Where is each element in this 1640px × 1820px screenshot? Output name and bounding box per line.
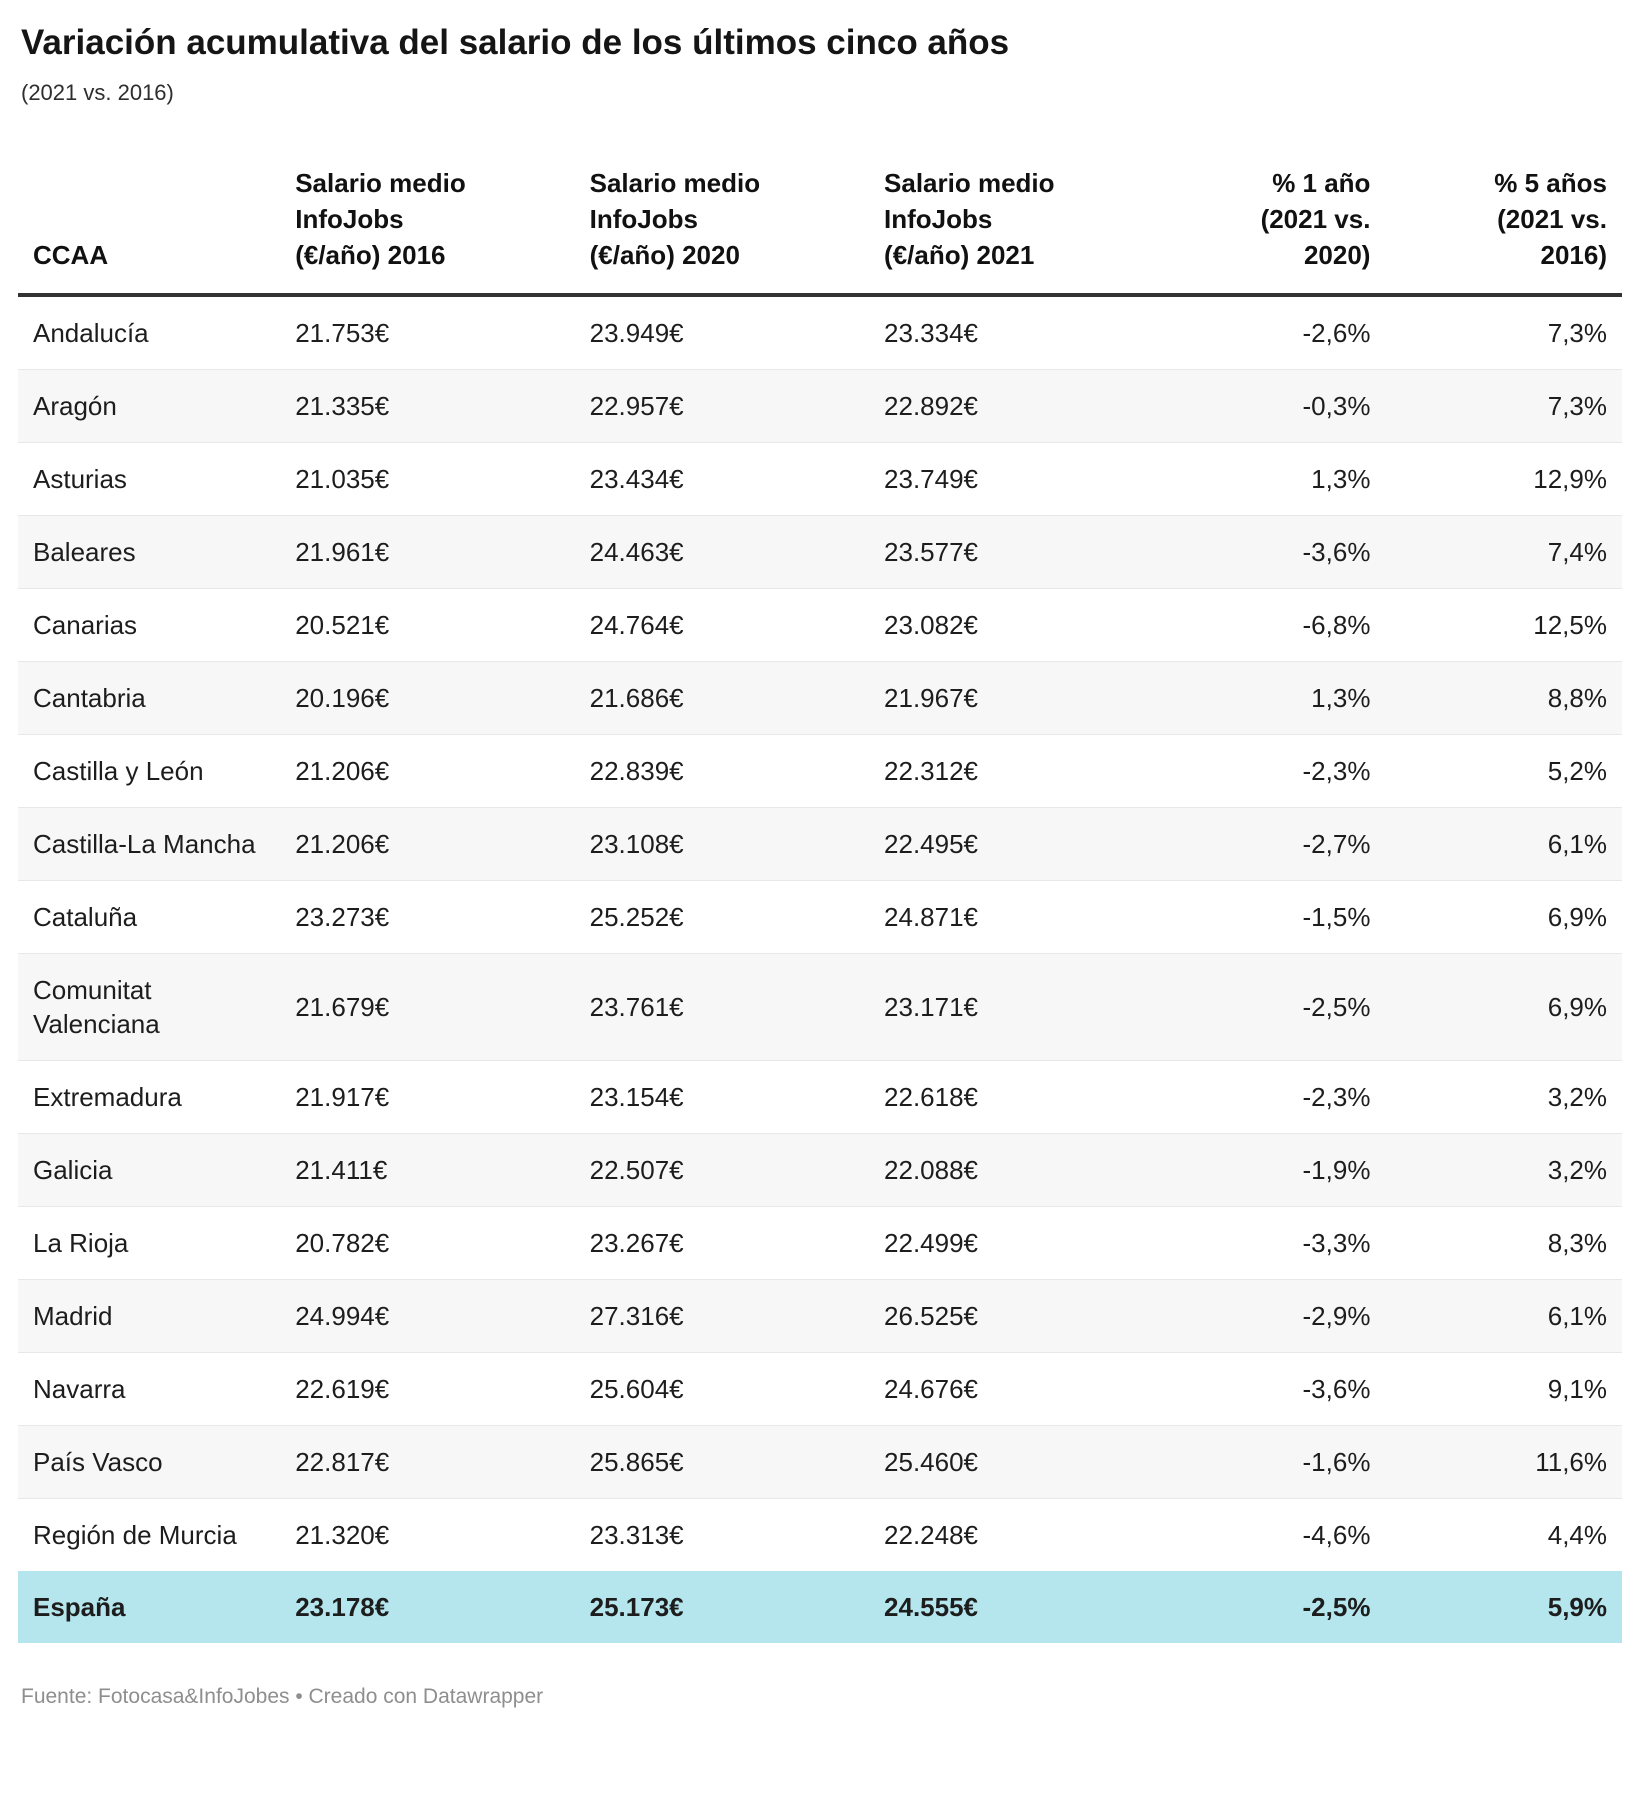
cell-salario-2020: 22.957€ bbox=[589, 390, 684, 421]
cell-ccaa: Cataluña bbox=[33, 901, 138, 932]
cell-pct-5-anos: 7,3% bbox=[1547, 317, 1607, 348]
cell-ccaa: País Vasco bbox=[33, 1446, 163, 1477]
cell-ccaa: Galicia bbox=[33, 1154, 113, 1185]
cell-ccaa: Madrid bbox=[33, 1300, 113, 1331]
cell-pct-1-ano: -1,6% bbox=[1302, 1446, 1371, 1477]
cell-salario-2020: 22.839€ bbox=[589, 755, 684, 786]
table-row bbox=[18, 953, 1622, 1060]
cell-pct-5-anos: 9,1% bbox=[1547, 1373, 1607, 1404]
table-row bbox=[18, 1206, 1622, 1279]
cell-salario-2016: 21.753€ bbox=[295, 317, 390, 348]
cell-salario-2021: 22.495€ bbox=[884, 828, 979, 859]
cell-salario-2021: 22.312€ bbox=[884, 755, 979, 786]
cell-salario-2020: 22.507€ bbox=[589, 1154, 684, 1185]
cell-pct-1-ano: -1,9% bbox=[1302, 1154, 1371, 1185]
cell-ccaa: Castilla y León bbox=[33, 755, 204, 786]
table-row bbox=[18, 1060, 1622, 1133]
column-header-salario-2016: Salario medio InfoJobs (€/año) 2016 bbox=[295, 167, 466, 270]
cell-salario-2021: 24.871€ bbox=[884, 901, 979, 932]
cell-salario-2020: 24.764€ bbox=[589, 609, 684, 640]
cell-salario-2021: 23.577€ bbox=[884, 536, 979, 567]
cell-salario-2020: 25.604€ bbox=[589, 1373, 684, 1404]
cell-salario-2020: 27.316€ bbox=[589, 1300, 684, 1331]
cell-pct-5-anos: 8,8% bbox=[1547, 682, 1607, 713]
cell-salario-2016: 20.196€ bbox=[295, 682, 390, 713]
cell-pct-1-ano: -2,3% bbox=[1302, 755, 1371, 786]
cell-pct-1-ano: -2,7% bbox=[1302, 828, 1371, 859]
cell-salario-2021: 22.618€ bbox=[884, 1081, 979, 1112]
cell-salario-2016: 21.411€ bbox=[295, 1154, 388, 1185]
cell-pct-5-anos: 6,1% bbox=[1547, 1300, 1607, 1331]
cell-salario-2016: 21.917€ bbox=[295, 1081, 390, 1112]
cell-salario-2021: 22.499€ bbox=[884, 1227, 979, 1258]
cell-ccaa: Aragón bbox=[33, 390, 117, 421]
cell-salario-2016: 21.961€ bbox=[295, 536, 390, 567]
cell-pct-5-anos: 7,4% bbox=[1547, 536, 1607, 567]
cell-ccaa: La Rioja bbox=[33, 1227, 129, 1258]
column-header-salario-2020: Salario medio InfoJobs (€/año) 2020 bbox=[589, 167, 761, 270]
table-row bbox=[18, 1425, 1622, 1498]
cell-pct-5-anos: 3,2% bbox=[1547, 1154, 1607, 1185]
cell-salario-2016: 20.521€ bbox=[295, 609, 390, 640]
cell-ccaa: Región de Murcia bbox=[33, 1519, 237, 1550]
cell-ccaa: Asturias bbox=[33, 463, 127, 494]
salary-table bbox=[18, 165, 1622, 1643]
cell-salario-2021: 24.676€ bbox=[884, 1373, 979, 1404]
cell-pct-5-anos: 5,9% bbox=[1547, 1591, 1607, 1622]
cell-salario-2021: 22.892€ bbox=[884, 390, 979, 421]
column-header-pct-1-ano: % 1 año (2021 vs. 2020) bbox=[1260, 167, 1371, 270]
table-row bbox=[18, 807, 1622, 880]
table-row bbox=[18, 442, 1622, 515]
cell-ccaa: Comunitat Valenciana bbox=[33, 974, 160, 1039]
cell-pct-1-ano: -3,6% bbox=[1302, 1373, 1371, 1404]
table-row bbox=[18, 369, 1622, 442]
cell-ccaa: España bbox=[33, 1591, 126, 1622]
cell-pct-1-ano: -0,3% bbox=[1302, 390, 1371, 421]
table-row bbox=[18, 295, 1622, 370]
cell-salario-2020: 25.252€ bbox=[589, 901, 684, 932]
cell-salario-2021: 25.460€ bbox=[884, 1446, 979, 1477]
cell-salario-2020: 23.154€ bbox=[589, 1081, 684, 1112]
table-row-total bbox=[18, 1571, 1622, 1643]
cell-pct-5-anos: 12,5% bbox=[1533, 609, 1607, 640]
cell-salario-2016: 23.178€ bbox=[295, 1591, 390, 1622]
cell-pct-1-ano: -1,5% bbox=[1302, 901, 1371, 932]
table-row bbox=[18, 880, 1622, 953]
cell-salario-2016: 21.679€ bbox=[295, 991, 390, 1022]
cell-salario-2016: 21.035€ bbox=[295, 463, 390, 494]
table-row bbox=[18, 1279, 1622, 1352]
source-attribution: Fuente: Fotocasa&InfoJobes • Creado con Datawrapper bbox=[21, 1684, 544, 1708]
cell-salario-2021: 23.082€ bbox=[884, 609, 979, 640]
cell-salario-2016: 24.994€ bbox=[295, 1300, 390, 1331]
table-row bbox=[18, 1352, 1622, 1425]
cell-pct-1-ano: -2,6% bbox=[1302, 317, 1371, 348]
cell-pct-5-anos: 6,9% bbox=[1547, 901, 1607, 932]
table-row bbox=[18, 734, 1622, 807]
cell-salario-2021: 22.088€ bbox=[884, 1154, 979, 1185]
cell-pct-5-anos: 5,2% bbox=[1547, 755, 1607, 786]
cell-salario-2016: 20.782€ bbox=[295, 1227, 390, 1258]
page-subtitle: (2021 vs. 2016) bbox=[21, 80, 174, 105]
cell-salario-2016: 22.817€ bbox=[295, 1446, 390, 1477]
cell-pct-1-ano: -2,9% bbox=[1302, 1300, 1371, 1331]
cell-ccaa: Extremadura bbox=[33, 1081, 182, 1112]
cell-salario-2016: 21.320€ bbox=[295, 1519, 390, 1550]
table-body bbox=[18, 295, 1622, 1643]
cell-salario-2016: 21.335€ bbox=[295, 390, 390, 421]
cell-salario-2020: 21.686€ bbox=[589, 682, 684, 713]
table-row bbox=[18, 1133, 1622, 1206]
cell-pct-5-anos: 7,3% bbox=[1547, 390, 1607, 421]
cell-pct-1-ano: -2,5% bbox=[1302, 991, 1371, 1022]
table-header bbox=[18, 165, 1622, 295]
cell-salario-2016: 21.206€ bbox=[295, 755, 390, 786]
cell-salario-2021: 21.967€ bbox=[884, 682, 979, 713]
cell-salario-2016: 21.206€ bbox=[295, 828, 390, 859]
column-header-ccaa: CCAA bbox=[33, 239, 109, 270]
cell-ccaa: Andalucía bbox=[33, 317, 149, 348]
cell-salario-2021: 26.525€ bbox=[884, 1300, 979, 1331]
table-row bbox=[18, 588, 1622, 661]
cell-pct-1-ano: -3,6% bbox=[1302, 536, 1371, 567]
cell-ccaa: Navarra bbox=[33, 1373, 126, 1404]
column-header-pct-5-anos: % 5 años (2021 vs. 2016) bbox=[1494, 167, 1607, 270]
table-row bbox=[18, 661, 1622, 734]
cell-salario-2016: 23.273€ bbox=[295, 901, 390, 932]
cell-ccaa: Canarias bbox=[33, 609, 138, 640]
cell-pct-1-ano: 1,3% bbox=[1311, 463, 1371, 494]
cell-pct-1-ano: -2,3% bbox=[1302, 1081, 1371, 1112]
cell-pct-1-ano: -6,8% bbox=[1302, 609, 1371, 640]
cell-salario-2021: 22.248€ bbox=[884, 1519, 979, 1550]
cell-pct-5-anos: 6,9% bbox=[1547, 991, 1607, 1022]
cell-pct-1-ano: -4,6% bbox=[1302, 1519, 1371, 1550]
cell-pct-1-ano: -2,5% bbox=[1302, 1591, 1371, 1622]
cell-ccaa: Baleares bbox=[33, 536, 136, 567]
cell-pct-1-ano: 1,3% bbox=[1311, 682, 1371, 713]
cell-pct-5-anos: 11,6% bbox=[1535, 1446, 1607, 1477]
table-row bbox=[18, 1498, 1622, 1571]
cell-pct-5-anos: 12,9% bbox=[1533, 463, 1607, 494]
page-title: Variación acumulativa del salario de los últimos cinco años bbox=[21, 23, 1010, 62]
table-header-row bbox=[18, 165, 1622, 295]
cell-salario-2020: 23.949€ bbox=[589, 317, 684, 348]
cell-ccaa: Castilla-La Mancha bbox=[33, 828, 256, 859]
cell-pct-5-anos: 3,2% bbox=[1547, 1081, 1607, 1112]
cell-salario-2020: 23.761€ bbox=[589, 991, 684, 1022]
column-header-salario-2021: Salario medio InfoJobs (€/año) 2021 bbox=[884, 167, 1055, 270]
cell-salario-2020: 24.463€ bbox=[589, 536, 684, 567]
cell-salario-2020: 23.108€ bbox=[589, 828, 684, 859]
cell-salario-2021: 23.171€ bbox=[884, 991, 979, 1022]
cell-salario-2020: 23.313€ bbox=[589, 1519, 684, 1550]
cell-pct-5-anos: 6,1% bbox=[1547, 828, 1607, 859]
cell-salario-2020: 23.434€ bbox=[589, 463, 684, 494]
cell-salario-2021: 24.555€ bbox=[884, 1591, 979, 1622]
cell-salario-2020: 25.865€ bbox=[589, 1446, 684, 1477]
table-row bbox=[18, 515, 1622, 588]
cell-salario-2020: 25.173€ bbox=[589, 1591, 684, 1622]
cell-salario-2021: 23.749€ bbox=[884, 463, 979, 494]
cell-pct-5-anos: 4,4% bbox=[1547, 1519, 1607, 1550]
cell-pct-5-anos: 8,3% bbox=[1547, 1227, 1607, 1258]
cell-salario-2016: 22.619€ bbox=[295, 1373, 390, 1404]
cell-salario-2020: 23.267€ bbox=[589, 1227, 684, 1258]
cell-ccaa: Cantabria bbox=[33, 682, 146, 713]
cell-pct-1-ano: -3,3% bbox=[1302, 1227, 1371, 1258]
cell-salario-2021: 23.334€ bbox=[884, 317, 979, 348]
